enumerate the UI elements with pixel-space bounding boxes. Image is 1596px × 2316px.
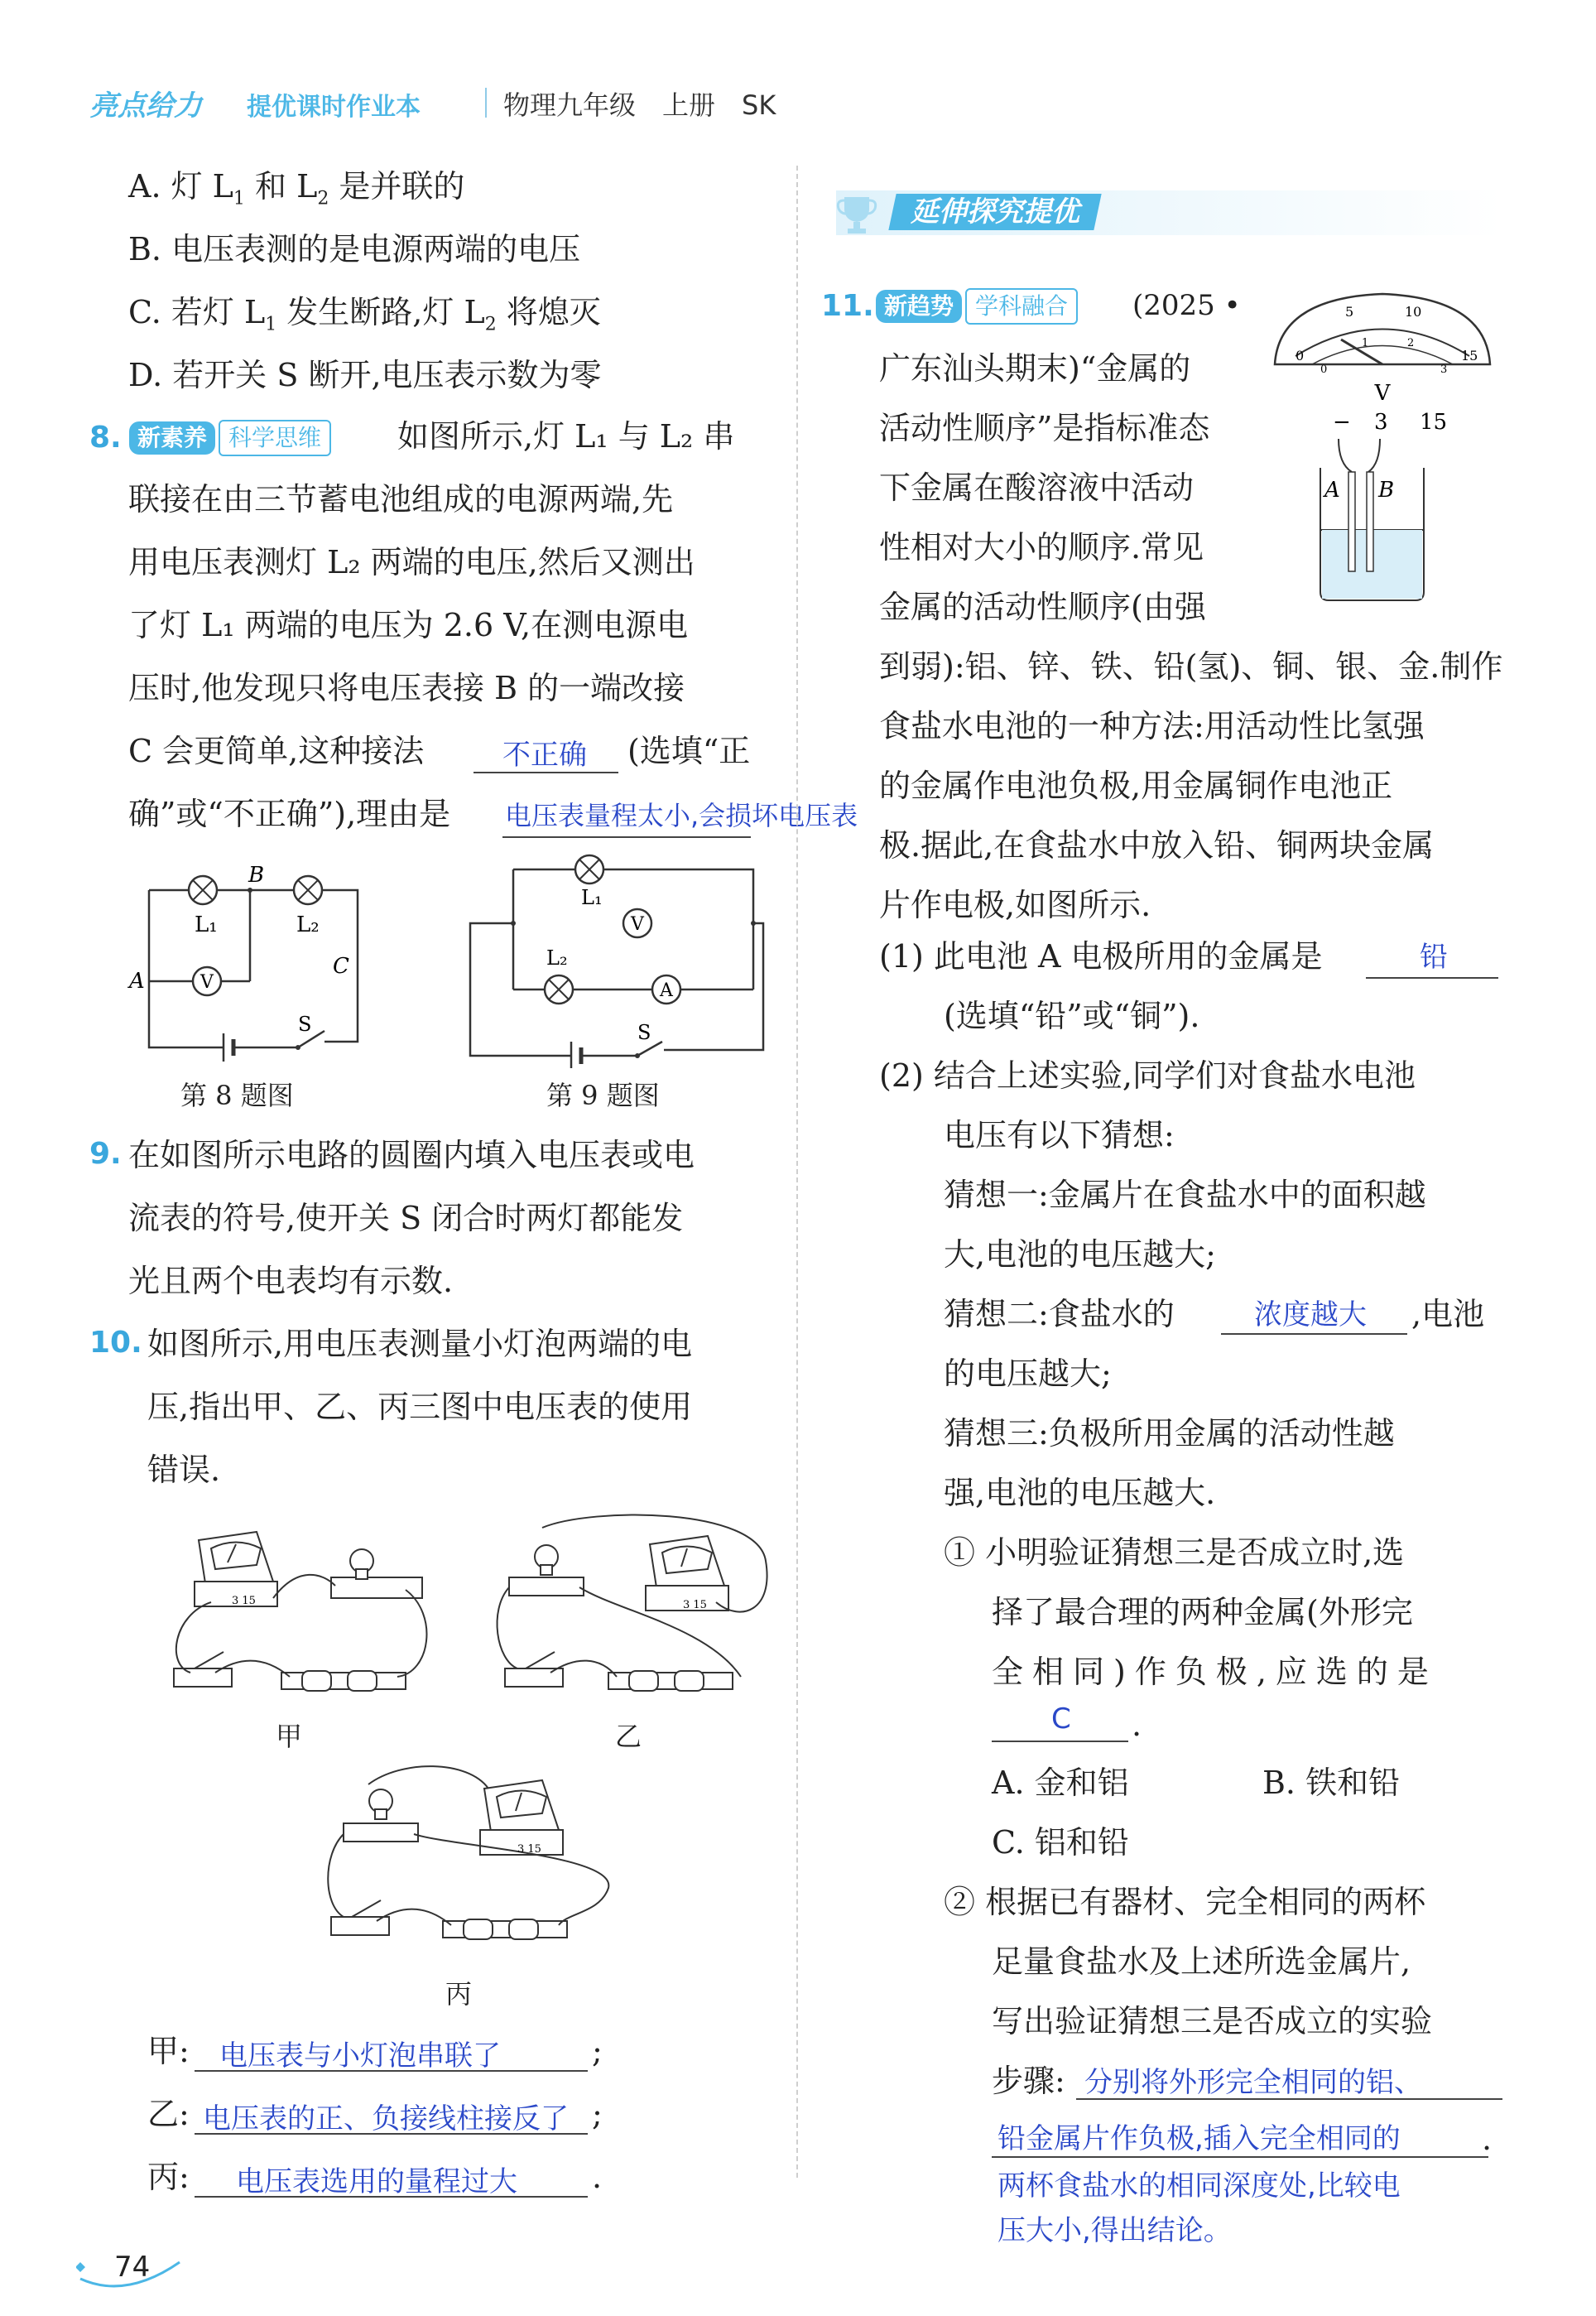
series-title: 提优课时作业本 bbox=[247, 93, 421, 122]
q11-g3-1: 猜想三:负极所用金属的活动性越 bbox=[944, 1415, 1395, 1452]
q11-b-label: B bbox=[1378, 478, 1395, 503]
q7-option-d: D. 若开关 S 断开,电压表示数为零 bbox=[128, 357, 602, 393]
q11-intro-4: 性相对大小的顺序.常见 bbox=[879, 529, 1204, 566]
q9-figure-caption: 第 9 题图 bbox=[546, 1080, 660, 1111]
q8-line-2: 联接在由三节蓄电池组成的电源两端,先 bbox=[128, 481, 674, 518]
q10-caption-yi: 乙 bbox=[615, 1721, 642, 1752]
fig9-s-label: S bbox=[637, 1021, 651, 1044]
yi-meter-scale: 3 15 bbox=[683, 1599, 707, 1611]
q11-scale-inner-0: 0 bbox=[1320, 364, 1328, 376]
q9-line-3: 光且两个电表均有示数. bbox=[128, 1263, 454, 1299]
q8-line-6-pre: C 会更简单,这种接法 bbox=[128, 733, 425, 769]
q10-figure-bing bbox=[319, 1764, 633, 1954]
q11-badge-topic: 学科融合 bbox=[965, 288, 1078, 325]
header bbox=[89, 79, 1513, 129]
q8-line-4: 了灯 L₁ 两端的电压为 2.6 V,在测电源电 bbox=[128, 607, 689, 643]
q10-answer-bing: 电压表选用的量程过大 bbox=[236, 2165, 517, 2198]
jia-meter-scale: 3 15 bbox=[232, 1595, 256, 1607]
q11-scale-5: 5 bbox=[1345, 304, 1354, 320]
q11-scale-10: 10 bbox=[1405, 304, 1422, 320]
q11-c2-answer-1: 分别将外形完全相同的铝、 bbox=[1084, 2066, 1422, 2099]
q11-intro-first: (2025 • bbox=[1132, 289, 1241, 322]
q11-p1-pre: (1) 此电池 A 电极所用的金属是 bbox=[879, 938, 1323, 975]
q11-c1-opt-c: C. 铝和铅 bbox=[992, 1824, 1129, 1861]
q11-scale-inner-2: 2 bbox=[1407, 337, 1415, 349]
q11-battery-figure bbox=[1262, 282, 1502, 604]
q8-answer-1: 不正确 bbox=[502, 739, 587, 772]
q11-p1-post: (选填“铅”或“铜”). bbox=[944, 998, 1200, 1034]
q8-badge-new: 新素养 bbox=[129, 421, 215, 455]
q8-line-7-pre: 确”或“不正确”),理由是 bbox=[128, 796, 451, 832]
q10-answer-bing-label: 丙: bbox=[147, 2159, 190, 2195]
q7-option-b: B. 电压表测的是电源两端的电压 bbox=[128, 231, 581, 267]
q11-p1-blank bbox=[1366, 977, 1498, 979]
q11-15-label: 15 bbox=[1420, 410, 1448, 435]
fig8-v-label: V bbox=[200, 972, 214, 993]
q11-p2-3: 猜想一:金属片在食盐水中的面积越 bbox=[944, 1177, 1426, 1213]
q11-intro-1: 广东汕头期末)“金属的 bbox=[879, 350, 1191, 387]
q8-badge-topic: 科学思维 bbox=[219, 420, 331, 456]
fig9-l2-label: L₂ bbox=[546, 946, 568, 970]
q11-c1-2: 择了最合理的两种金属(外形完 bbox=[992, 1594, 1413, 1630]
bing-meter-scale: 3 15 bbox=[517, 1843, 541, 1856]
fig9-v-label: V bbox=[631, 914, 644, 935]
q11-c2-blank-2 bbox=[992, 2156, 1488, 2158]
q11-c2-answer-2: 铅金属片作负极,插入完全相同的 bbox=[997, 2122, 1401, 2155]
q9-line-1: 在如图所示电路的圆圈内填入电压表或电 bbox=[128, 1137, 695, 1173]
q8-line-3: 用电压表测灯 L₂ 两端的电压,然后又测出 bbox=[128, 544, 695, 580]
q11-c1-opt-b: B. 铁和铅 bbox=[1262, 1765, 1401, 1801]
q11-g2-answer: 浓度越大 bbox=[1254, 1298, 1367, 1331]
section-title-box bbox=[888, 194, 1101, 230]
q10-answer-jia-end: ; bbox=[592, 2033, 603, 2069]
q11-body-3: 的金属作电池负极,用金属铜作电池正 bbox=[879, 768, 1393, 804]
q11-v-label: V bbox=[1374, 381, 1391, 406]
q11-c2-answer-3: 两杯食盐水的相同深度处,比较电 bbox=[997, 2169, 1401, 2203]
column-divider bbox=[796, 166, 798, 2178]
fig8-b-label: B bbox=[248, 863, 265, 888]
q11-number: 11. bbox=[821, 289, 874, 323]
q11-c1-3: 全相同)作负极,应选的是 bbox=[992, 1654, 1438, 1690]
q10-answer-jia-label: 甲: bbox=[147, 2033, 190, 2069]
q11-c1-1: ① 小明验证猜想三是否成立时,选 bbox=[944, 1534, 1405, 1571]
q8-blank-2 bbox=[502, 836, 751, 838]
q10-answer-jia: 电压表与小灯泡串联了 bbox=[219, 2039, 501, 2073]
q11-g3-2: 强,电池的电压越大. bbox=[944, 1475, 1216, 1511]
q11-c1-opt-a: A. 金和铝 bbox=[992, 1765, 1129, 1801]
q9-line-2: 流表的符号,使开关 S 闭合时两灯都能发 bbox=[128, 1200, 684, 1236]
q10-line-1: 如图所示,用电压表测量小灯泡两端的电 bbox=[147, 1326, 693, 1362]
q8-line-1: 如图所示,灯 L₁ 与 L₂ 串 bbox=[397, 418, 735, 455]
q11-c1-end: . bbox=[1132, 1707, 1142, 1743]
q10-number: 10. bbox=[89, 1326, 142, 1360]
q11-c1-blank bbox=[992, 1741, 1128, 1742]
q11-a-label: A bbox=[1324, 478, 1340, 503]
q10-line-2: 压,指出甲、乙、丙三图中电压表的使用 bbox=[147, 1389, 693, 1425]
q11-scale-15: 15 bbox=[1461, 348, 1478, 364]
q8-figure-caption: 第 8 题图 bbox=[180, 1080, 294, 1111]
q11-c2-answer-4: 压大小,得出结论。 bbox=[997, 2214, 1232, 2247]
q10-figure-jia bbox=[157, 1515, 455, 1706]
fig8-l2-label: L₂ bbox=[296, 912, 320, 937]
fig8-s-label: S bbox=[298, 1013, 312, 1036]
q11-p2-2: 电压有以下猜想: bbox=[944, 1117, 1175, 1153]
q11-g2-blank bbox=[1221, 1333, 1407, 1335]
book-info: 物理九年级 上册 SK bbox=[503, 89, 776, 121]
section-title: 延伸探究提优 bbox=[911, 195, 1079, 229]
fig9-a-label: A bbox=[660, 980, 673, 1001]
q11-p1-answer: 铅 bbox=[1420, 941, 1448, 974]
page-number: 74 bbox=[114, 2251, 151, 2284]
fig9-l1-label: L₁ bbox=[581, 886, 603, 909]
q8-answer-2: 电压表量程太小,会损坏电压表 bbox=[505, 800, 858, 831]
q7-option-c: C. 若灯 $L_1$ 发生断路,灯 $L_2$ 将熄灭 bbox=[128, 294, 601, 335]
q11-g2-pre: 猜想二:食盐水的 bbox=[944, 1296, 1175, 1332]
q11-3-label: 3 bbox=[1374, 410, 1388, 435]
q9-circuit-figure bbox=[464, 853, 770, 1068]
q11-g2-line2: 的电压越大; bbox=[944, 1355, 1112, 1392]
q11-scale-0: 0 bbox=[1296, 348, 1305, 364]
q11-intro-2: 活动性顺序”是指标准态 bbox=[879, 410, 1210, 446]
q11-body-1: 到弱):铝、锌、铁、铅(氢)、铜、银、金.制作 bbox=[879, 648, 1503, 685]
q10-answer-yi-label: 乙: bbox=[147, 2096, 190, 2132]
q11-c2-1: ② 根据已有器材、完全相同的两杯 bbox=[944, 1884, 1426, 1920]
q11-scale-inner-3: 3 bbox=[1440, 364, 1448, 376]
q8-badges bbox=[129, 420, 331, 456]
fig8-a-label: A bbox=[129, 969, 145, 994]
q11-c2-pre: 步骤: bbox=[992, 2063, 1065, 2099]
q10-answer-yi: 电压表的正、负接线柱接反了 bbox=[203, 2102, 569, 2135]
q10-figure-yi bbox=[493, 1511, 774, 1702]
q10-caption-jia: 甲 bbox=[276, 1721, 303, 1752]
header-divider bbox=[485, 88, 487, 118]
trophy-icon bbox=[836, 192, 877, 235]
q11-scale-inner-1: 1 bbox=[1362, 337, 1369, 349]
q11-c2-2: 足量食盐水及上述所选金属片, bbox=[992, 1943, 1411, 1980]
q11-badge-new: 新趋势 bbox=[876, 290, 962, 323]
fig8-c-label: C bbox=[333, 954, 349, 979]
q11-badges bbox=[876, 288, 1078, 325]
q11-c2-end: . bbox=[1482, 2121, 1493, 2157]
q10-answer-bing-end: . bbox=[592, 2159, 603, 2195]
q11-body-2: 食盐水电池的一种方法:用活动性比氢强 bbox=[879, 708, 1425, 744]
q11-c1-answer: C bbox=[1051, 1702, 1071, 1736]
q8-number: 8. bbox=[89, 421, 122, 455]
q11-c2-3: 写出验证猜想三是否成立的实验 bbox=[992, 2003, 1433, 2039]
q8-line-6-post: (选填“正 bbox=[627, 733, 751, 769]
fig8-l1-label: L₁ bbox=[195, 912, 218, 937]
q11-p2-1: (2) 结合上述实验,同学们对食盐水电池 bbox=[879, 1057, 1416, 1094]
q11-body-4: 极.据此,在食盐水中放入铅、铜两块金属 bbox=[879, 827, 1435, 864]
q11-intro-5: 金属的活动性顺序(由强 bbox=[879, 589, 1206, 625]
q10-caption-bing: 丙 bbox=[445, 1978, 473, 2010]
q8-circuit-figure bbox=[124, 861, 373, 1076]
q10-answer-yi-end: ; bbox=[592, 2096, 603, 2132]
q7-option-a: A. 灯 $L_1$ 和 $L_2$ 是并联的 bbox=[128, 168, 465, 209]
q11-p2-4: 大,电池的电压越大; bbox=[944, 1236, 1216, 1273]
q11-body-5: 片作电极,如图所示. bbox=[879, 887, 1151, 923]
q11-g2-post: ,电池 bbox=[1411, 1296, 1485, 1332]
brand-logo: 亮点给力 bbox=[89, 89, 202, 123]
q11-intro-3: 下金属在酸溶液中活动 bbox=[879, 469, 1195, 506]
q8-line-5: 压时,他发现只将电压表接 B 的一端改接 bbox=[128, 670, 685, 706]
q9-number: 9. bbox=[89, 1137, 122, 1171]
q10-line-3: 错误. bbox=[147, 1452, 221, 1488]
q11-minus-label: − bbox=[1333, 410, 1351, 435]
section-banner bbox=[836, 190, 1502, 235]
